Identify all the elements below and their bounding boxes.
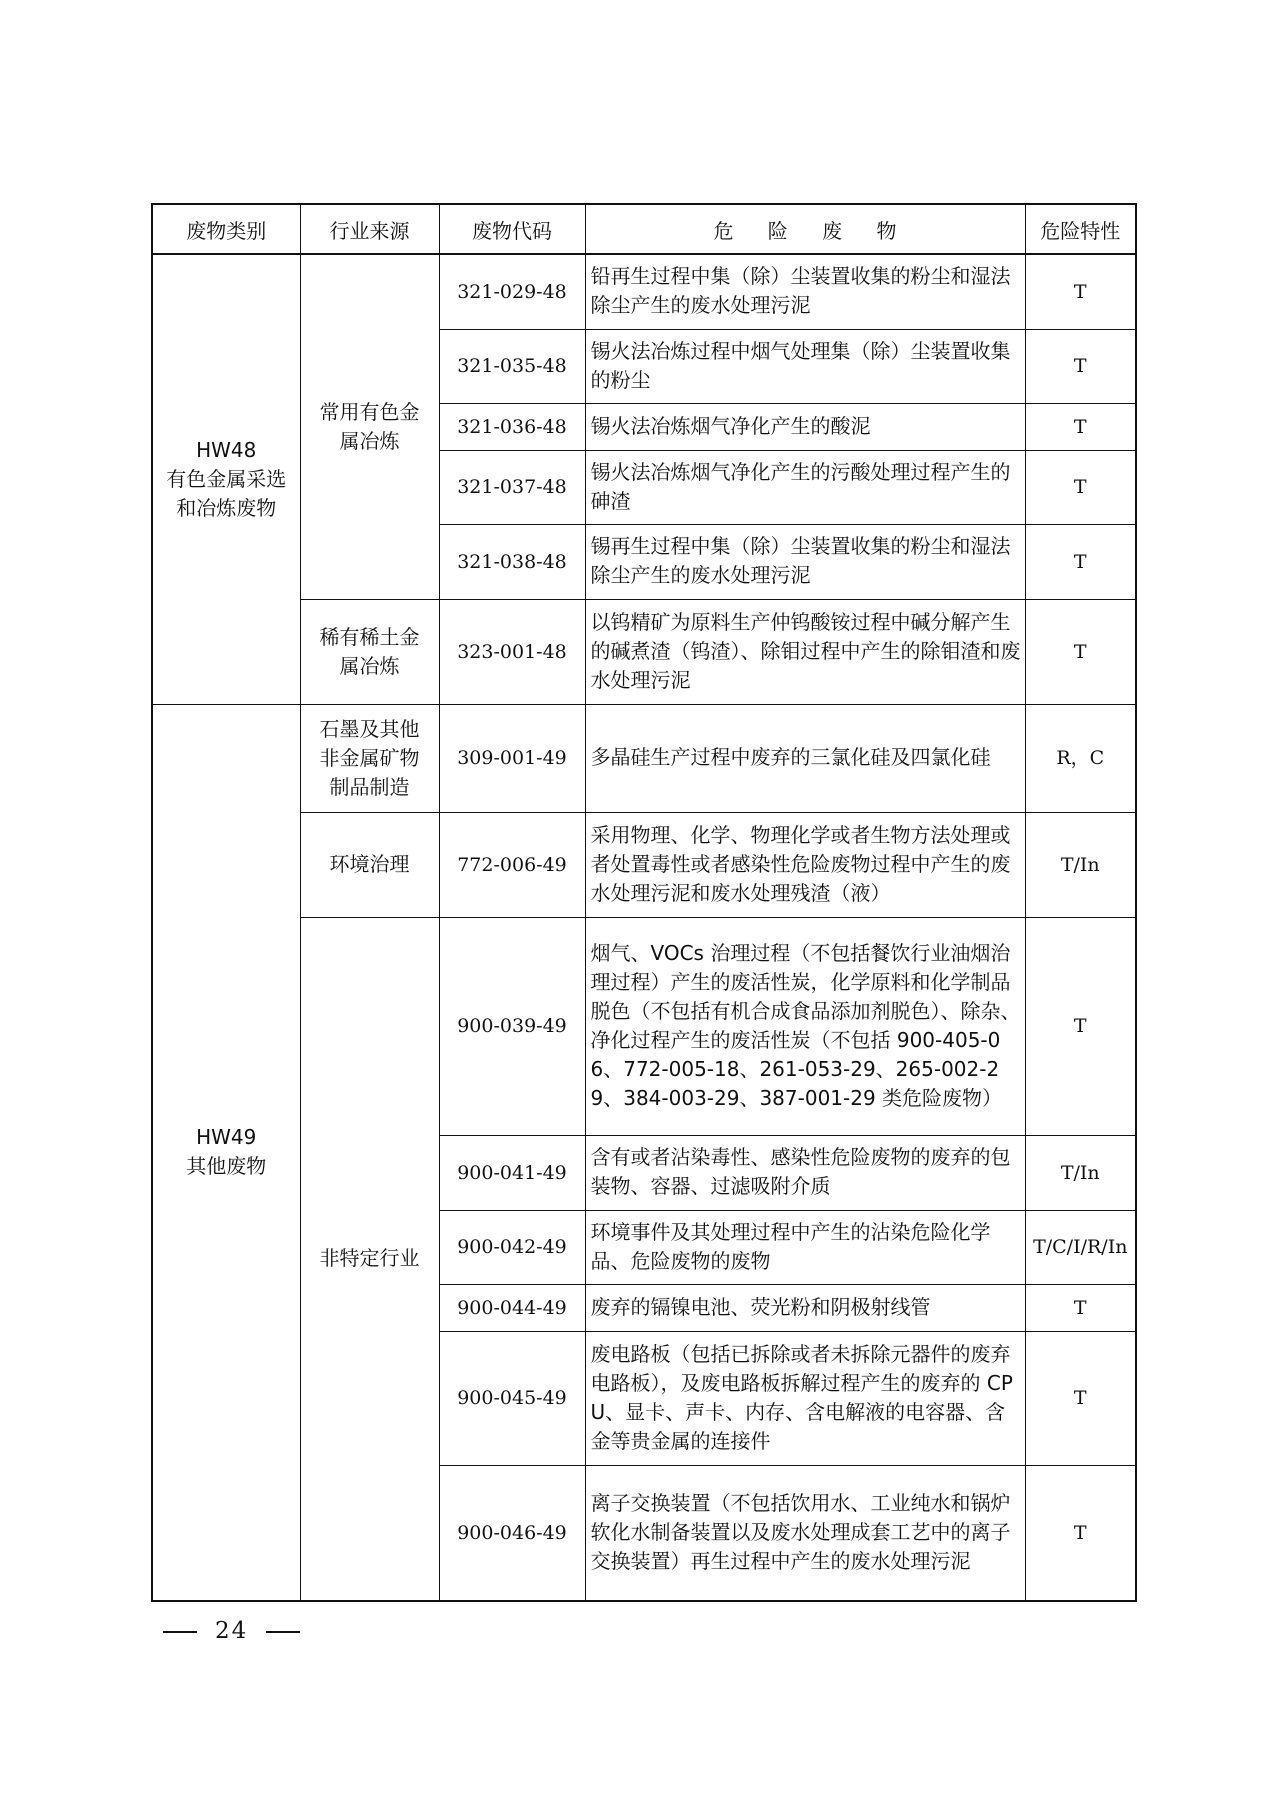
hazard-characteristic: T	[1025, 1284, 1136, 1331]
hazardous-waste-table	[151, 203, 1137, 1602]
hazard-characteristic: T/C/I/R/In	[1025, 1210, 1136, 1284]
hazard-characteristic: T	[1025, 329, 1136, 403]
waste-code: 900-039-49	[439, 917, 585, 1135]
hazard-characteristic: T	[1025, 524, 1136, 599]
waste-code: 321-035-48	[439, 329, 585, 403]
waste-code: 309-001-49	[439, 704, 585, 812]
hazard-characteristic: T	[1025, 450, 1136, 524]
waste-code: 900-041-49	[439, 1135, 585, 1210]
waste-description: 烟气、VOCs 治理过程（不包括餐饮行业油烟治理过程）产生的废活性炭，化学原料和化学制品脱色（不包括有机合成食品添加剂脱色）、除杂、净化过程产生的废活性炭（不包括 900-405-06、772-005-18、261-053-29、265-002-29、384-003-29、387-001-29 类危险废物）	[585, 917, 1025, 1135]
waste-description: 环境事件及其处理过程中产生的沾染危险化学品、危险废物的废物	[585, 1210, 1025, 1284]
header-code: 废物代码	[439, 204, 585, 254]
category-name-line1: 有色金属采选	[166, 466, 287, 491]
waste-code: 900-045-49	[439, 1331, 585, 1465]
category-name-line2: 和冶炼废物	[176, 495, 277, 520]
table-row	[152, 704, 1136, 812]
source-cell	[300, 704, 439, 812]
source-line: 石墨及其他	[319, 716, 420, 741]
hazard-characteristic: T	[1025, 1465, 1136, 1601]
page-number	[163, 1618, 318, 1644]
source-cell: 非特定行业	[300, 917, 439, 1601]
table-row	[152, 917, 1136, 1135]
page-number-value: 24	[215, 1618, 249, 1644]
waste-code: 323-001-48	[439, 599, 585, 704]
waste-code: 772-006-49	[439, 812, 585, 917]
source-line: 稀有稀土金	[319, 624, 420, 649]
waste-description: 锡再生过程中集（除）尘装置收集的粉尘和湿法除尘产生的废水处理污泥	[585, 524, 1025, 599]
source-cell: 环境治理	[300, 812, 439, 917]
source-line: 非金属矿物	[319, 745, 420, 770]
source-line: 属冶炼	[339, 653, 400, 678]
source-line: 属冶炼	[339, 428, 400, 453]
header-characteristic: 危险特性	[1025, 204, 1136, 254]
category-cell-hw49	[152, 704, 300, 1601]
hazard-characteristic: T	[1025, 254, 1136, 329]
waste-code: 900-046-49	[439, 1465, 585, 1601]
waste-code: 900-044-49	[439, 1284, 585, 1331]
waste-description: 锡火法冶炼烟气净化产生的污酸处理过程产生的砷渣	[585, 450, 1025, 524]
waste-description: 含有或者沾染毒性、感染性危险废物的废弃的包装物、容器、过滤吸附介质	[585, 1135, 1025, 1210]
category-name-line1: 其他废物	[186, 1154, 267, 1179]
category-cell-hw48	[152, 254, 300, 704]
hazard-characteristic: T/In	[1025, 812, 1136, 917]
header-source: 行业来源	[300, 204, 439, 254]
hazard-characteristic: T/In	[1025, 1135, 1136, 1210]
hazard-characteristic: T	[1025, 599, 1136, 704]
waste-description: 锡火法冶炼烟气净化产生的酸泥	[585, 403, 1025, 450]
table-header-row	[152, 204, 1136, 254]
table-row	[152, 812, 1136, 917]
category-code: HW49	[196, 1125, 257, 1150]
header-waste	[585, 204, 1025, 254]
waste-code: 321-036-48	[439, 403, 585, 450]
page-number-dash-left	[163, 1631, 197, 1633]
table-row	[152, 254, 1136, 329]
waste-code: 321-038-48	[439, 524, 585, 599]
waste-description: 以钨精矿为原料生产仲钨酸铵过程中碱分解产生的碱煮渣（钨渣）、除钼过程中产生的除钼渣和废水处理污泥	[585, 599, 1025, 704]
hazard-characteristic: T	[1025, 403, 1136, 450]
waste-code: 900-042-49	[439, 1210, 585, 1284]
source-cell	[300, 254, 439, 599]
category-code: HW48	[196, 437, 257, 462]
waste-description: 多晶硅生产过程中废弃的三氯化硅及四氯化硅	[585, 704, 1025, 812]
hazard-characteristic: T	[1025, 917, 1136, 1135]
waste-description: 采用物理、化学、物理化学或者生物方法处理或者处置毒性或者感染性危险废物过程中产生的废水处理污泥和废水处理残渣（液）	[585, 812, 1025, 917]
source-line: 常用有色金	[319, 399, 420, 424]
page-number-dash-right	[266, 1631, 300, 1633]
waste-code: 321-037-48	[439, 450, 585, 524]
waste-description: 铅再生过程中集（除）尘装置收集的粉尘和湿法除尘产生的废水处理污泥	[585, 254, 1025, 329]
waste-description: 废弃的镉镍电池、荧光粉和阴极射线管	[585, 1284, 1025, 1331]
source-line: 制品制造	[329, 774, 410, 799]
hazard-characteristic: R，C	[1025, 704, 1136, 812]
table-row	[152, 599, 1136, 704]
waste-code: 321-029-48	[439, 254, 585, 329]
waste-description: 离子交换装置（不包括饮用水、工业纯水和锅炉软化水制备装置以及废水处理成套工艺中的离子交换装置）再生过程中产生的废水处理污泥	[585, 1465, 1025, 1601]
header-category: 废物类别	[152, 204, 300, 254]
waste-description: 废电路板（包括已拆除或者未拆除元器件的废弃电路板），及废电路板拆解过程产生的废弃的 CPU、显卡、声卡、内存、含电解液的电容器、含金等贵金属的连接件	[585, 1331, 1025, 1465]
header-waste-label: 危 险 废 物	[713, 218, 911, 243]
source-cell	[300, 599, 439, 704]
waste-description: 锡火法冶炼过程中烟气处理集（除）尘装置收集的粉尘	[585, 329, 1025, 403]
hazard-characteristic: T	[1025, 1331, 1136, 1465]
